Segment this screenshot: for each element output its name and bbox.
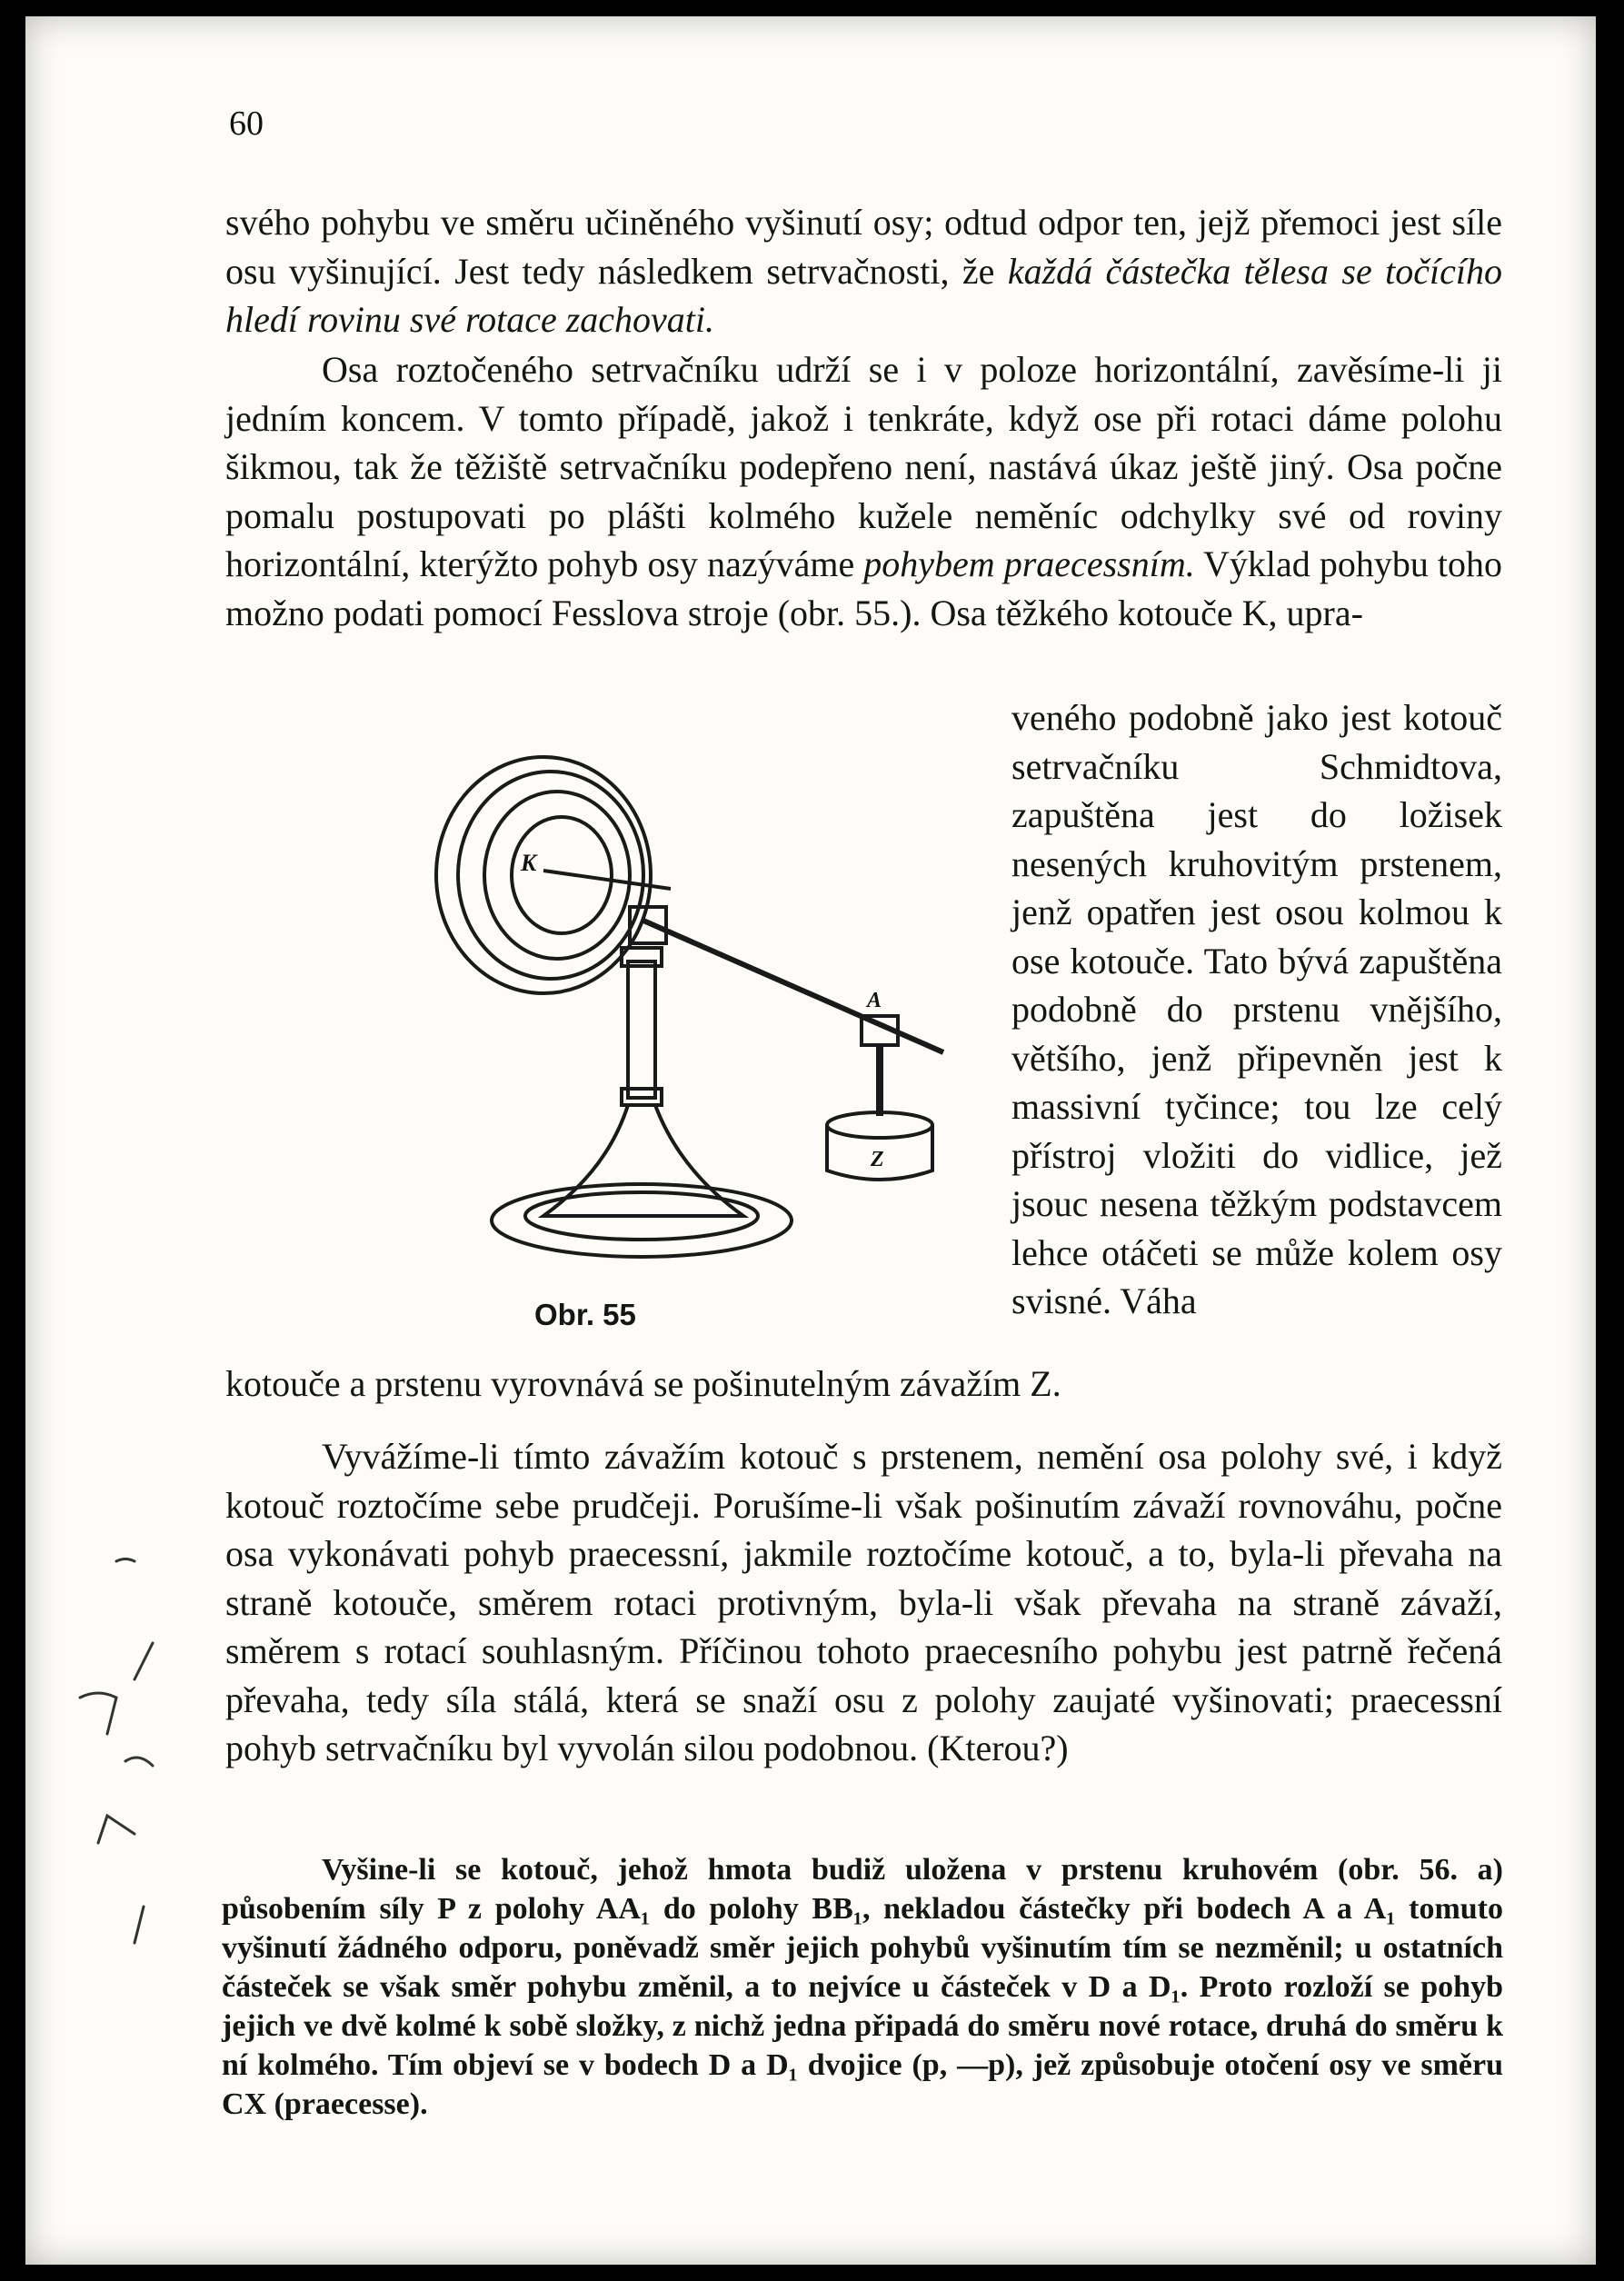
paragraph-2-end-text: kotouče a prstenu vyrovnává se pošinutelným závažím Z. [225,1363,1061,1404]
label-z: Z [871,1148,884,1171]
stand-base [492,1184,792,1257]
fessl-apparatus-figure [407,743,971,1307]
paragraph-2-text-a: Osa roztočeného setrvačníku udrží se i v poloze horizontální, zavěsíme-li ji jedním koncem. V tomto případě, jakož i tenkráte, když ose při rotaci dáme polohu šikmou, tak že těžiště setrvačníku podepřeno není, nastává úkaz ještě jiný. Osa počne pomalu postupovati po plášti kolmého kužele neměníc odchylky své od roviny horizontální, kterýžto pohyb osy nazýváme [225,349,1502,584]
paragraph-1-italic: každá částečka tělesa se točícího hledí rovinu své rotace zachovati. [225,250,1503,340]
figure-wrap-text [1011,693,1502,1326]
wrap-paragraph: veného podobně jako jest kotouč setrvačníku Schmidtova, zapuštěna jest do ložisek nesených kruhovitým prstenem, jenž opatřen jest osou kolmou k ose kotouče. Tato bývá zapuštěna podobně do prstenu vnějšího, většího, jenž připevněn jest k massivní tyčince; tou lze celý přístroj vložiti do vidlice, jež jsouc nesena těžkým podstavcem lehce otáčeti se může kolem osy svisné. Váha [1011,697,1502,1321]
paragraph-3 [225,1432,1502,1773]
page [25,16,1596,2265]
label-a: A [867,989,882,1012]
paragraph-2-text-b: Výklad pohybu toho možno podati pomocí Fesslova stroje (obr. 55.). Osa těžkého kotouče K, upra- [225,543,1502,633]
paragraph-4-small-print [222,1850,1503,2124]
stand-column [628,961,655,1098]
paragraph-2 [225,345,1502,637]
paragraph-3-text: Vyvážíme-li tímto závažím kotouč s prstenem, nemění osa polohy své, i když kotouč roztočíme sebe prudčeji. Porušíme-li však pošinutím závaží rovnováhu, počne osa vykonávati pohyb praecessní, jakmile roztočíme kotouč, a to, byla-li převaha na straně kotouče, směrem rotaci protivným, byla-li však převaha na straně závaží, směrem s rotací souhlasným. Příčinou tohoto praecesního pohybu jest patrně řečená převaha, tedy síla stálá, která se snaží osu z polohy zaujaté vyšinovati; praecessní pohyb setrvačníku byl vyvolán silou podobnou. (Kterou?) [225,1436,1502,1768]
paragraph-4-text: Vyšine-li se kotouč, jehož hmota budiž uložena v prstenu kruhovém (obr. 56. a) působením síly P z polohy AA₁ do polohy BB₁, nekladou částečky při bodech A a A₁ tomuto vyšinutí žádného odporu, poněvadž směr jejich pohybů vyšinutím tím se nezměnil; u ostatních částeček se však směr pohybu změnil, a to nejvíce u částeček v D a D₁. Proto rozloží se pohyb jejich ve dvě kolmé k sobě složky, z nichž jedna připadá do směru nové rotace, druhá do směru k ní kolmého. Tím objeví se v bodech D a D₁ dvojice (p, —p), jež způsobuje otočení osy ve směru CX (praecesse). [222,1853,1503,2121]
handwritten-margin-notes [62,1543,207,1961]
paragraph-1 [225,198,1502,344]
paragraph-1-text: svého pohybu ve směru učiněného vyšinutí osy; odtud odpor ten, jejž přemoci jest síle osu vyšinující. Jest tedy následkem setrvačnosti, že [225,202,1502,292]
weight-z [827,1112,932,1138]
label-k: K [521,850,537,876]
page-number: 60 [229,105,264,143]
paragraph-2-end [225,1360,1502,1409]
stand-cone [543,1105,743,1216]
figure-caption: Obr. 55 [534,1298,636,1331]
paragraph-2-italic: pohybem praecessním. [863,543,1195,584]
